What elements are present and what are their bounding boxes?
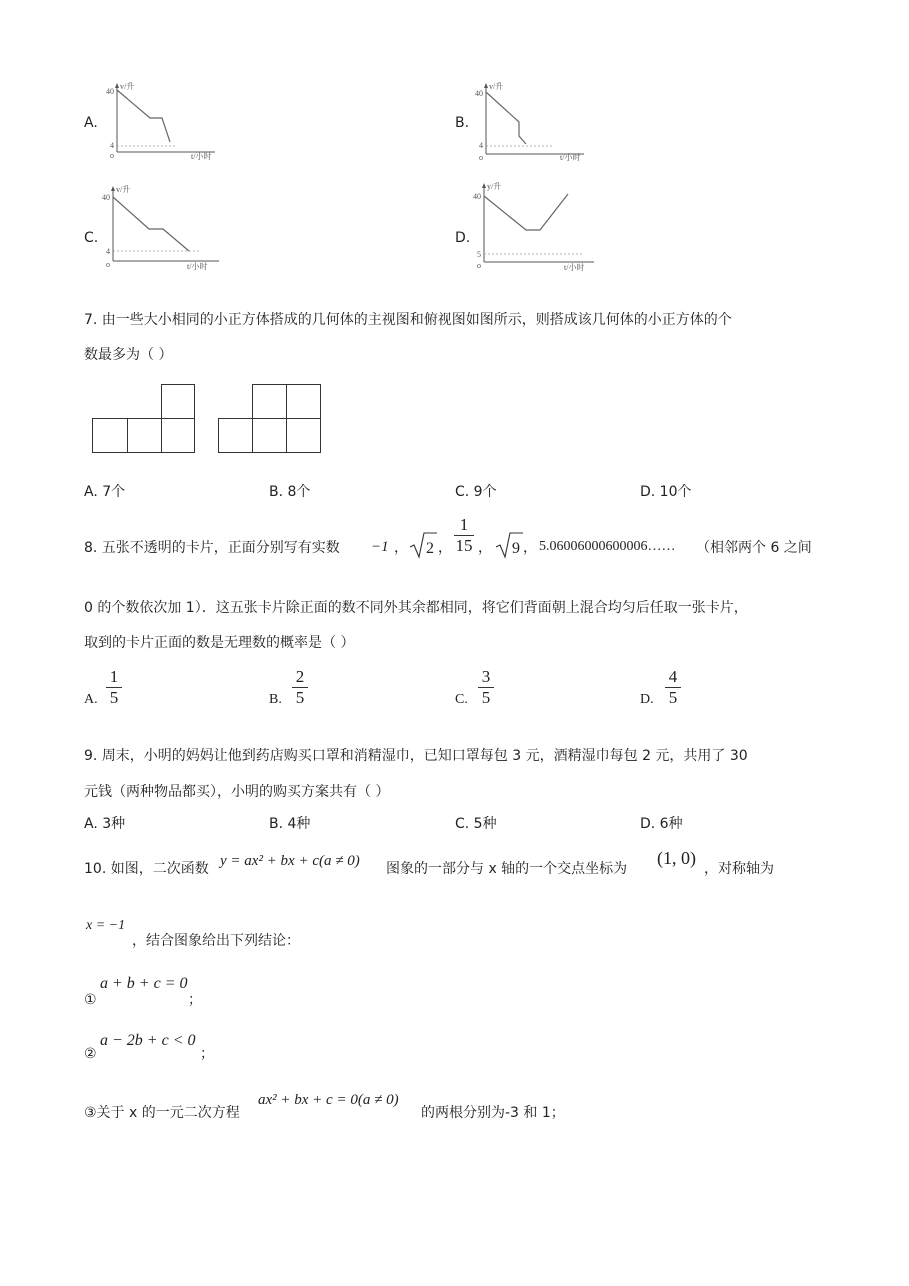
fraction-numerator: 1 (109, 667, 119, 686)
q8-decimal: 5.06006000600006…… (539, 539, 676, 554)
top-view-cube (286, 384, 321, 419)
q9-option-c[interactable]: C. 5种 (455, 816, 497, 832)
q8-stem-prefix: 8. 五张不透明的卡片，正面分别写有实数 (84, 540, 340, 556)
q8-sqrt2-radicand: 2 (426, 540, 434, 557)
q8-stem-line3: 取到的卡片正面的数是无理数的概率是（ ） (84, 635, 355, 651)
q10-function: y = ax² + bx + c(a ≠ 0) (220, 853, 360, 869)
q6-graph-c (101, 183, 226, 271)
q8-option-b-label: B. (269, 692, 282, 707)
q6-d-origin: o (477, 261, 481, 270)
fraction-numerator: 4 (668, 667, 678, 686)
q7-option-c[interactable]: C. 9个 (455, 484, 497, 500)
q10-conclusion-3-prefix: ③关于 x 的一元二次方程 (84, 1105, 240, 1121)
q6-a-xaxis: t/小时 (191, 152, 212, 161)
q10-axis-suffix: ，结合图象给出下列结论： (132, 933, 300, 949)
q6-c-ybottom: 4 (106, 247, 110, 256)
q8-comma: ， (478, 540, 492, 556)
q10-conclusion-2-expr: a − 2b + c < 0 (100, 1032, 196, 1049)
q6-b-ytop: 40 (475, 89, 483, 98)
top-view-cube (286, 418, 321, 453)
fraction-denominator: 5 (109, 688, 119, 707)
q10-conclusion-3-suffix: 的两根分别为-3 和 1； (421, 1105, 565, 1121)
q8-option-a-fraction (106, 668, 122, 707)
q6-d-ytop: 40 (473, 192, 481, 201)
front-view-cube (161, 418, 195, 453)
q6-c-xaxis: t/小时 (187, 262, 208, 271)
q8-option-b-fraction (292, 668, 308, 707)
q8-stem-line2: 0 的个数依次加 1）．这五张卡片除正面的数不同外其余都相同，将它们背面朝上混合均匀后任取一张卡片， (84, 600, 748, 616)
q8-stem-suffix: （相邻两个 6 之间 (696, 540, 812, 556)
q10-conclusion-3-expr: ax² + bx + c = 0(a ≠ 0) (258, 1092, 399, 1108)
front-view-cube (127, 418, 162, 453)
q6-b-origin: o (479, 153, 483, 162)
q8-option-d-fraction (665, 668, 681, 707)
q9-stem-line2: 元钱（两种物品都买），小明的购买方案共有（ ） (84, 784, 390, 800)
q6-c-origin: o (106, 260, 110, 269)
q8-comma: ， (438, 540, 452, 556)
q7-stem-line2: 数最多为（ ） (84, 347, 173, 363)
q10-conclusion-2-end: ； (200, 1046, 214, 1062)
q6-graph-b (474, 80, 594, 162)
q10-stem-prefix: 10. 如图，二次函数 (84, 861, 209, 877)
q8-option-c-fraction (478, 668, 494, 707)
q8-fraction-1-15 (454, 516, 474, 555)
top-view-cube (252, 418, 287, 453)
q8-frac-numerator: 1 (459, 515, 469, 534)
q6-graph-a (105, 80, 225, 162)
q8-option-c-label: C. (455, 692, 468, 707)
q6-c-yaxis: v/升 (116, 185, 131, 194)
q6-b-xaxis: t/小时 (560, 153, 581, 162)
q8-sqrt9 (494, 530, 524, 560)
q7-stem-line1: 7. 由一些大小相同的小正方体搭成的几何体的主视图和俯视图如图所示，则搭成该几何体的小正方体的个 (84, 312, 732, 328)
q8-frac-denominator: 15 (455, 536, 473, 555)
fraction-denominator: 5 (668, 688, 678, 707)
q9-option-d[interactable]: D. 6种 (640, 816, 683, 832)
q8-option-d-label: D. (640, 692, 654, 707)
q10-point: (1, 0) (657, 848, 696, 868)
q10-stem-suffix: ，对称轴为 (704, 861, 774, 877)
fraction-denominator: 5 (295, 688, 305, 707)
q6-d-ybottom: 5 (477, 250, 481, 259)
q8-neg-one: −1 (371, 539, 389, 555)
fraction-denominator: 5 (481, 688, 491, 707)
q8-comma: ， (523, 540, 537, 556)
q6-b-ybottom: 4 (479, 141, 483, 150)
q10-conclusion-1-marker: ① (84, 992, 97, 1008)
q6-d-yaxis: y/升 (487, 182, 502, 191)
q6-d-xaxis: t/小时 (564, 263, 585, 272)
fraction-numerator: 2 (295, 667, 305, 686)
q10-stem-mid: 图象的一部分与 x 轴的一个交点坐标为 (386, 861, 628, 877)
q6-option-d-label: D. (455, 230, 471, 246)
fraction-numerator: 3 (481, 667, 491, 686)
q8-sqrt2 (408, 530, 438, 560)
q7-option-b[interactable]: B. 8个 (269, 484, 311, 500)
q9-option-a[interactable]: A. 3种 (84, 816, 126, 832)
q9-option-b[interactable]: B. 4种 (269, 816, 311, 832)
q6-c-ytop: 40 (102, 193, 110, 202)
q9-stem-line1: 9. 周末，小明的妈妈让他到药店购买口罩和消精湿巾，已知口罩每包 3 元，酒精湿巾每包 2 元，共用了 30 (84, 748, 748, 764)
q6-a-origin: o (110, 151, 114, 160)
q6-graph-d (472, 180, 602, 272)
q8-sqrt9-radicand: 9 (512, 540, 520, 557)
q6-b-yaxis: v/升 (489, 82, 504, 91)
q10-conclusion-1-end: ； (188, 992, 202, 1008)
top-view-cube (218, 418, 253, 453)
q6-a-ytop: 40 (106, 87, 114, 96)
q6-a-yaxis: v/升 (120, 82, 135, 91)
q10-conclusion-2-marker: ② (84, 1046, 97, 1062)
q6-option-a-label: A. (84, 115, 98, 131)
top-view-cube (252, 384, 287, 419)
q6-option-c-label: C. (84, 230, 99, 246)
q7-option-d[interactable]: D. 10个 (640, 484, 692, 500)
front-view-cube (161, 384, 195, 419)
q6-option-b-label: B. (455, 115, 470, 131)
q10-axis-equation: x = −1 (86, 918, 126, 933)
q6-a-ybottom: 4 (110, 141, 114, 150)
q8-comma: ， (394, 540, 408, 556)
front-view-cube (92, 418, 128, 453)
q8-option-a-label: A. (84, 692, 98, 707)
q10-conclusion-1-expr: a + b + c = 0 (100, 975, 188, 992)
q7-option-a[interactable]: A. 7个 (84, 484, 126, 500)
